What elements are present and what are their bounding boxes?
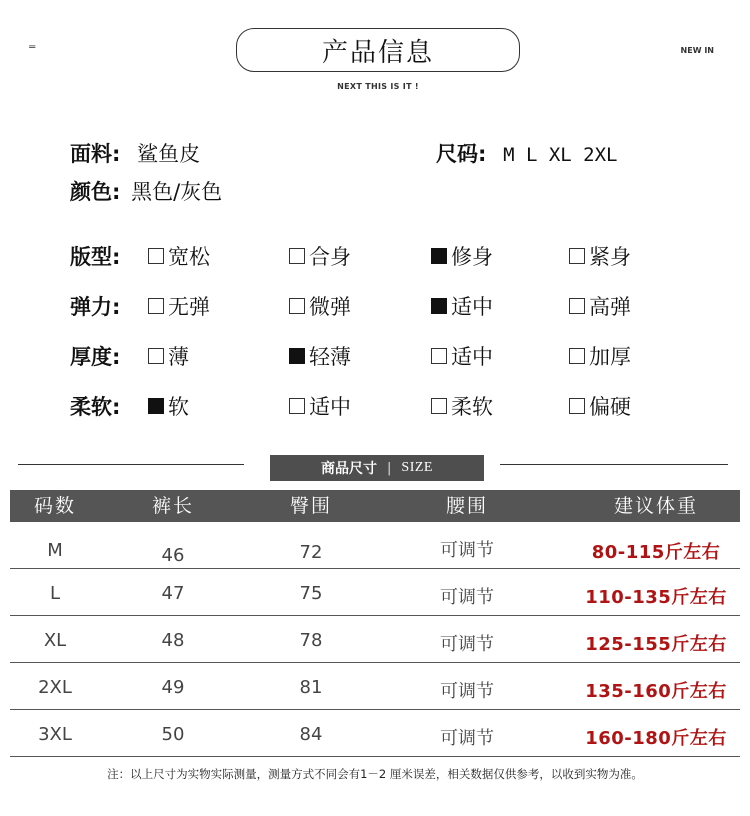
option-item [431,391,493,421]
option-item [289,391,351,421]
page-title [236,28,520,72]
table-cell: 72 [299,542,323,563]
option-text: 无弹 [168,295,210,319]
footnote: 注：以上尺寸为实物实际测量，测量方式不同会有1－2 厘米误差，相关数据仅供参考，以收到实物为准。 [107,767,643,781]
table-cell: 75 [299,583,323,604]
table-row [10,616,740,663]
table-cell: 46 [161,545,185,566]
table-cell: 可调节 [440,587,494,608]
option-item [289,341,351,371]
size-label: 尺码: [436,142,487,166]
checked-box-icon [431,248,447,264]
color-value: 黑色/灰色 [131,180,223,204]
size-table-header [10,490,740,522]
table-cell: 可调节 [440,728,494,749]
new-in-label: NEW IN [680,46,714,55]
fabric-attr [70,138,200,168]
table-cell: 81 [299,677,323,698]
unchecked-box-icon [569,248,585,264]
size-attr [436,138,617,168]
checked-box-icon [289,348,305,364]
unchecked-box-icon [431,348,447,364]
option-item [289,291,351,321]
option-item [569,391,631,421]
table-cell: 84 [299,724,323,745]
unchecked-box-icon [569,398,585,414]
unchecked-box-icon [148,348,164,364]
page-title-text: 产品信息 [321,37,434,68]
size-table-body [10,522,740,757]
option-text: 适中 [451,295,493,319]
option-text: 柔软 [451,395,493,419]
option-row-label: 柔软: [70,395,121,419]
unchecked-box-icon [289,248,305,264]
weight-cell: 125-155斤左右 [585,634,727,655]
option-text: 软 [168,395,189,419]
column-header: 建议体重 [613,495,698,517]
option-item [148,291,210,321]
table-row [10,663,740,710]
option-item [431,291,493,321]
checked-box-icon [148,398,164,414]
table-cell: 2XL [38,677,72,698]
color-label: 颜色: [70,180,121,204]
weight-cell: 110-135斤左右 [585,587,727,608]
table-row [10,569,740,616]
option-text: 宽松 [168,245,210,269]
table-cell: 47 [161,583,185,604]
option-text: 适中 [309,395,351,419]
table-cell: XL [43,630,67,651]
unchecked-box-icon [569,298,585,314]
unchecked-box-icon [148,298,164,314]
size-title-cn: 商品尺寸 [321,461,378,477]
table-cell: 可调节 [440,634,494,655]
table-cell: 49 [161,677,185,698]
table-cell: 78 [299,630,323,651]
option-text: 加厚 [589,345,631,369]
unchecked-box-icon [148,248,164,264]
unchecked-box-icon [569,348,585,364]
table-cell: 可调节 [440,540,494,561]
column-header: 臀围 [289,495,332,517]
fabric-label: 面料: [70,142,121,166]
option-text: 偏硬 [589,395,631,419]
tagline: NEXT THIS IS IT ! [337,82,419,91]
option-row-label: 弹力: [70,295,121,319]
option-text: 薄 [168,345,189,369]
table-row [10,522,740,569]
table-cell: 48 [161,630,185,651]
option-item [148,341,189,371]
option-text: 合身 [309,245,351,269]
table-row [10,710,740,757]
option-item [431,241,493,271]
option-item [148,241,210,271]
option-text: 紧身 [589,245,631,269]
color-attr [70,176,222,206]
option-text: 修身 [451,245,493,269]
weight-cell: 135-160斤左右 [585,681,727,702]
unchecked-box-icon [431,398,447,414]
option-item [569,291,631,321]
unchecked-box-icon [289,398,305,414]
checked-box-icon [431,298,447,314]
option-text: 轻薄 [309,345,351,369]
option-text: 微弹 [309,295,351,319]
option-text: 适中 [451,345,493,369]
option-row-label: 版型: [70,245,121,269]
column-header: 码数 [33,495,76,517]
size-table [10,490,740,757]
size-section-tag [270,455,484,481]
option-item [289,241,351,271]
size-title-separator: | [387,460,392,476]
option-row-label: 厚度: [70,345,121,369]
option-item [569,241,631,271]
table-cell: M [47,540,63,561]
option-item [148,391,189,421]
menu-icon: ⁼ [28,40,37,59]
size-value: M L XL 2XL [503,144,618,166]
table-cell: 50 [161,724,185,745]
column-header: 裤长 [151,495,194,517]
table-cell: 可调节 [440,681,494,702]
table-cell: 3XL [38,724,72,745]
size-title-en: SIZE [401,460,433,475]
column-header: 腰围 [445,495,488,517]
unchecked-box-icon [289,298,305,314]
weight-cell: 160-180斤左右 [585,728,727,749]
option-item [569,341,631,371]
table-cell: L [49,583,61,604]
divider-left [18,464,244,465]
weight-cell: 80-115斤左右 [591,542,721,563]
divider-right [500,464,728,465]
option-item [431,341,493,371]
fabric-value: 鲨鱼皮 [137,142,201,166]
option-text: 高弹 [589,295,631,319]
